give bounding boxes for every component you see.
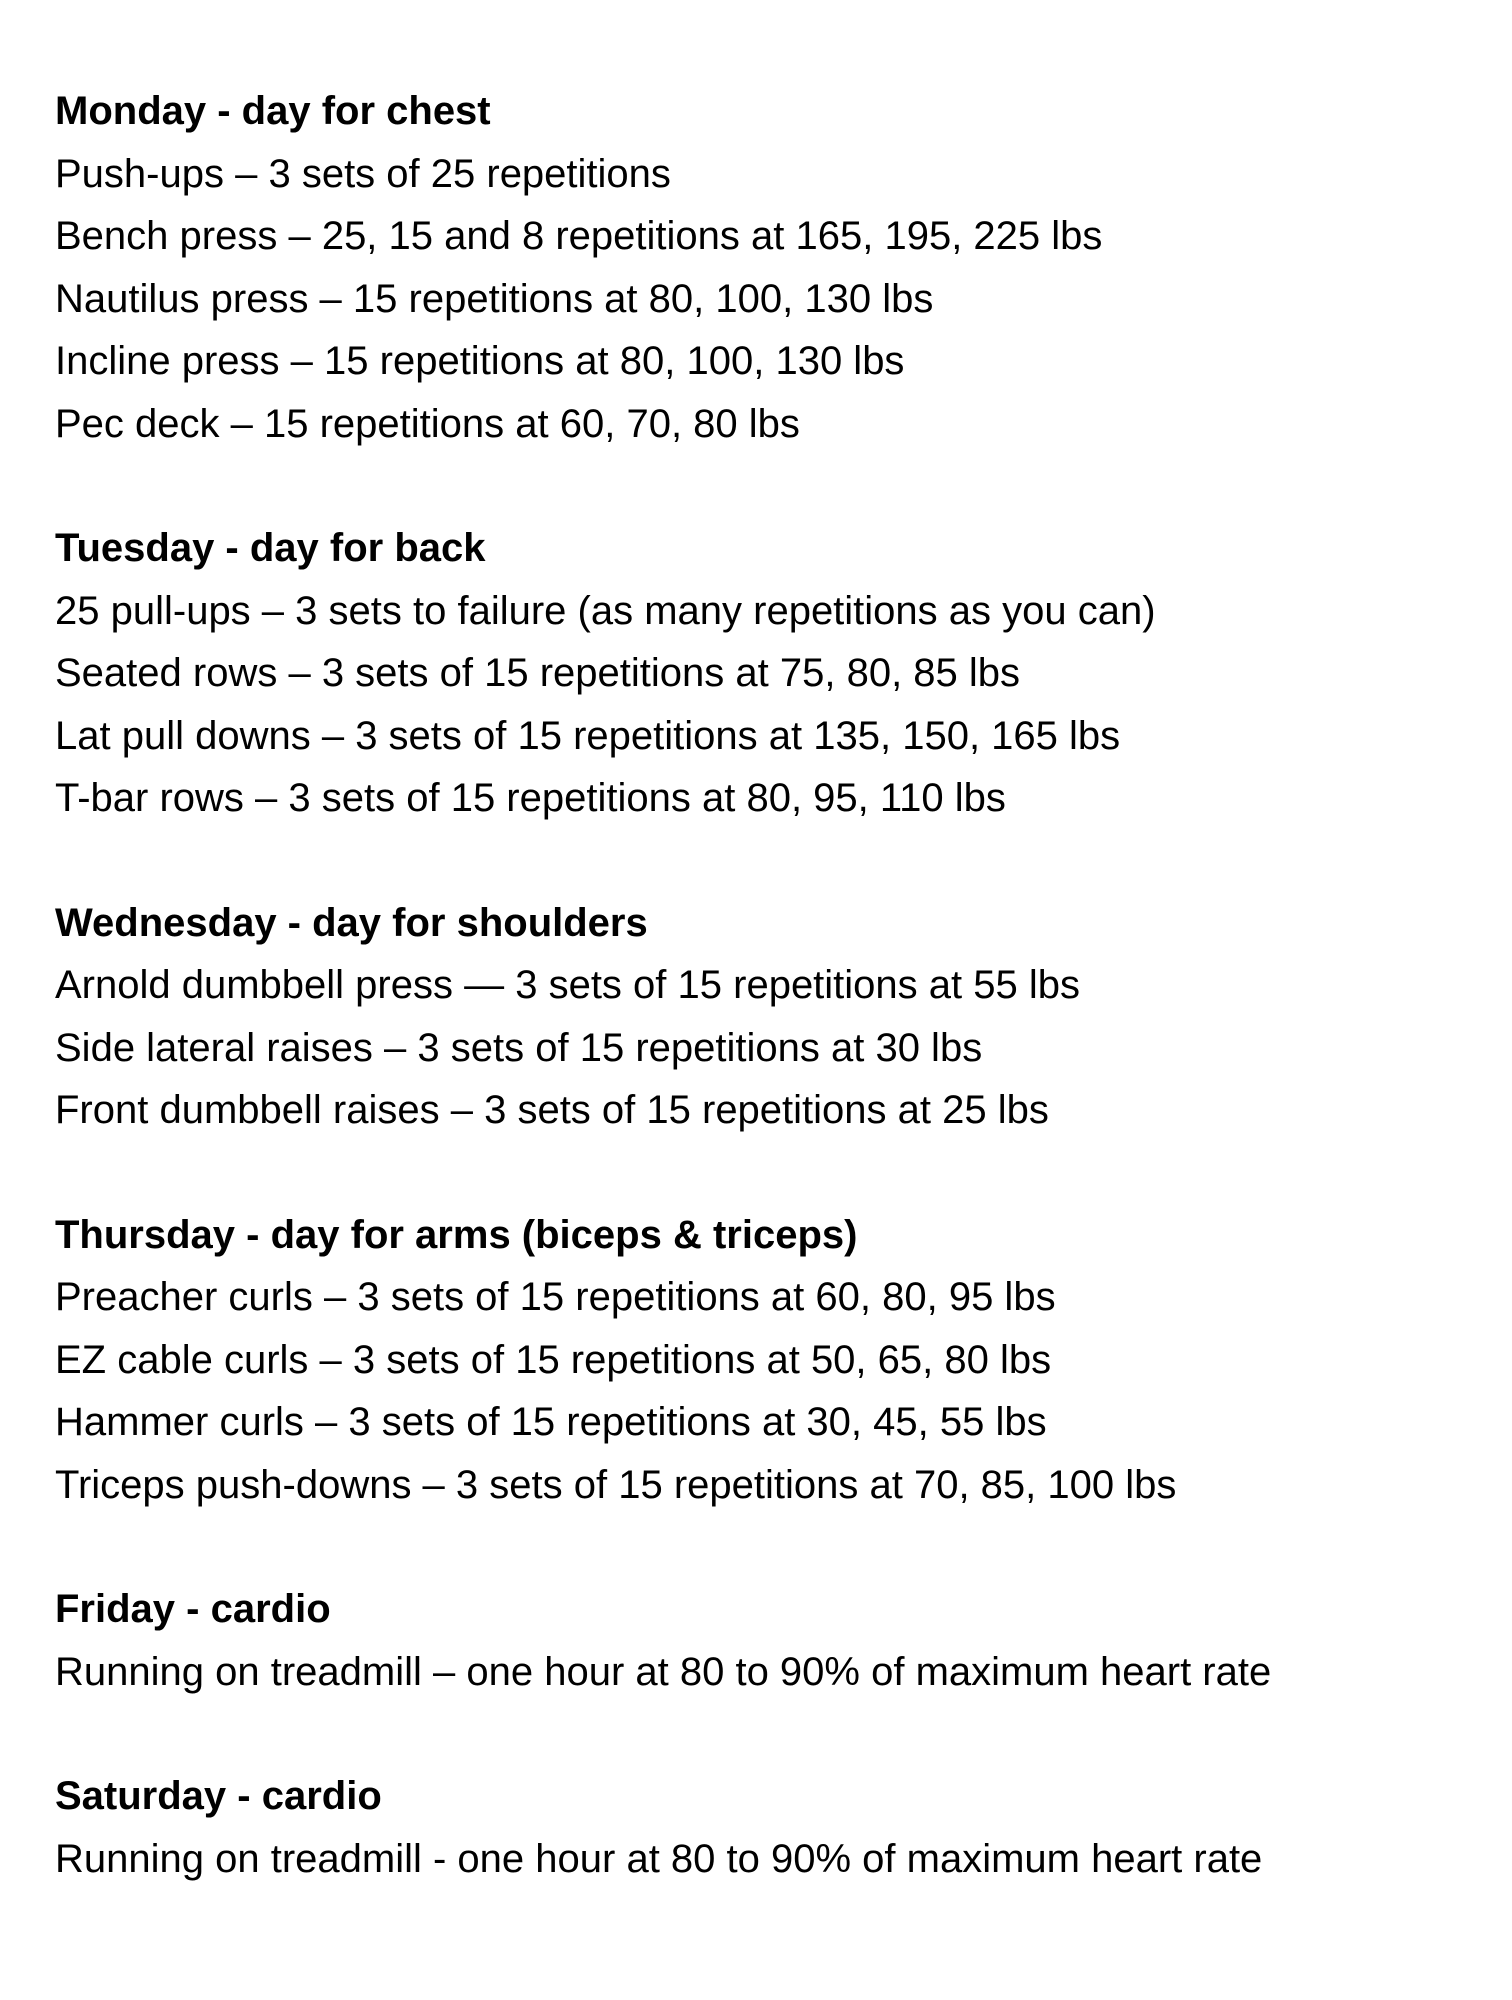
- day-section-monday: [55, 80, 1485, 455]
- exercise-line: Pec deck – 15 repetitions at 60, 70, 80 lbs: [55, 401, 800, 446]
- day-heading: Monday - day for chest: [55, 89, 491, 133]
- day-section-friday: [55, 1578, 1485, 1703]
- day-heading: Tuesday - day for back: [55, 526, 486, 570]
- exercise-line: 25 pull-ups – 3 sets to failure (as many repetitions as you can): [55, 588, 1156, 633]
- day-heading: Thursday - day for arms (biceps & triceps): [55, 1212, 858, 1257]
- day-section-wednesday: [55, 892, 1485, 1142]
- exercise-line: Triceps push-downs – 3 sets of 15 repetitions at 70, 85, 100 lbs: [55, 1462, 1177, 1507]
- day-heading: Wednesday - day for shoulders: [55, 900, 648, 945]
- exercise-line: Incline press – 15 repetitions at 80, 100, 130 lbs: [55, 339, 905, 383]
- exercise-line: Preacher curls – 3 sets of 15 repetitions at 60, 80, 95 lbs: [55, 1275, 1056, 1319]
- exercise-line: Lat pull downs – 3 sets of 15 repetitions at 135, 150, 165 lbs: [55, 713, 1121, 758]
- exercise-line: Running on treadmill - one hour at 80 to 90% of maximum heart rate: [55, 1836, 1263, 1881]
- day-section-saturday: [55, 1765, 1485, 1890]
- exercise-line: Bench press – 25, 15 and 8 repetitions at 165, 195, 225 lbs: [55, 214, 1103, 258]
- exercise-line: Front dumbbell raises – 3 sets of 15 repetitions at 25 lbs: [55, 1088, 1049, 1132]
- exercise-line: Side lateral raises – 3 sets of 15 repetitions at 30 lbs: [55, 1025, 983, 1070]
- day-section-tuesday: [55, 517, 1485, 830]
- day-heading: Saturday - cardio: [55, 1774, 382, 1818]
- day-heading: Friday - cardio: [55, 1587, 331, 1631]
- exercise-line: Seated rows – 3 sets of 15 repetitions at 75, 80, 85 lbs: [55, 651, 1021, 695]
- exercise-line: Running on treadmill – one hour at 80 to 90% of maximum heart rate: [55, 1649, 1272, 1694]
- exercise-line: T-bar rows – 3 sets of 15 repetitions at 80, 95, 110 lbs: [55, 776, 1006, 820]
- exercise-line: Hammer curls – 3 sets of 15 repetitions at 30, 45, 55 lbs: [55, 1400, 1047, 1444]
- exercise-line: Arnold dumbbell press — 3 sets of 15 repetitions at 55 lbs: [55, 963, 1080, 1007]
- workout-schedule: [55, 80, 1485, 1952]
- day-section-thursday: [55, 1204, 1485, 1517]
- exercise-line: Push-ups – 3 sets of 25 repetitions: [55, 151, 671, 196]
- exercise-line: EZ cable curls – 3 sets of 15 repetitions at 50, 65, 80 lbs: [55, 1337, 1052, 1382]
- exercise-line: Nautilus press – 15 repetitions at 80, 100, 130 lbs: [55, 276, 934, 321]
